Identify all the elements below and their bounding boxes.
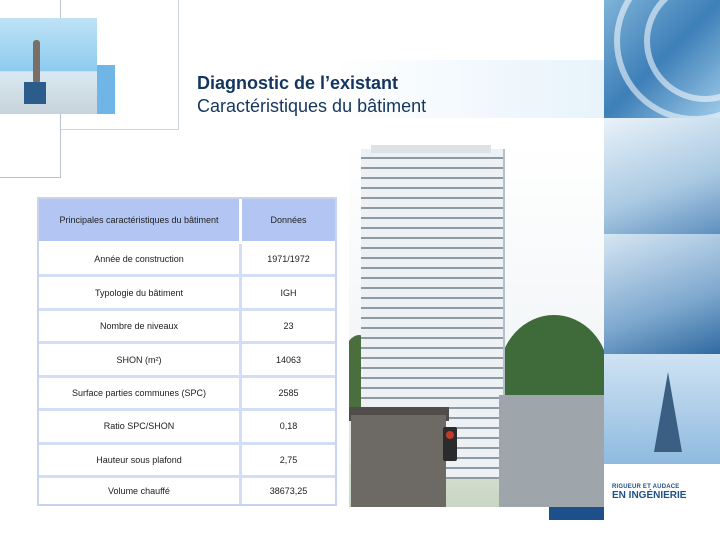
title-line-2: Caractéristiques du bâtiment <box>197 96 427 116</box>
row-value: 1971/1972 <box>242 244 335 277</box>
row-value: 23 <box>242 311 335 344</box>
building-characteristics-table <box>37 197 337 506</box>
street-building <box>499 395 604 507</box>
row-label: Nombre de niveaux <box>39 311 242 344</box>
table-row <box>39 478 335 504</box>
row-label: Ratio SPC/SHON <box>39 411 242 444</box>
title-line-1: Diagnostic de l’existant <box>197 73 399 93</box>
row-label: SHON (m²) <box>39 344 242 377</box>
logo-tagline-1: RIGUEUR ET AUDACE <box>612 484 680 490</box>
slide-title <box>197 72 597 118</box>
photo-strip <box>604 0 720 540</box>
table-row <box>39 344 335 377</box>
table-row <box>39 311 335 344</box>
photo-fiber-cables <box>604 0 720 118</box>
row-label: Hauteur sous plafond <box>39 445 242 478</box>
row-label: Année de construction <box>39 244 242 277</box>
logo-tagline <box>612 484 712 501</box>
table-header-row <box>39 199 335 244</box>
hero-image <box>0 18 97 114</box>
table-row <box>39 445 335 478</box>
row-value: 0,18 <box>242 411 335 444</box>
photo-researcher <box>604 234 720 354</box>
row-label: Volume chauffé <box>39 478 242 504</box>
photo-blank <box>604 464 720 540</box>
photo-laboratory <box>604 118 720 234</box>
hero-person <box>33 40 40 82</box>
row-value: 14063 <box>242 344 335 377</box>
row-value: IGH <box>242 277 335 310</box>
house <box>351 415 446 507</box>
table-row <box>39 244 335 277</box>
photo-power-pylon <box>604 354 720 464</box>
row-label: Typologie du bâtiment <box>39 277 242 310</box>
table-row <box>39 411 335 444</box>
frame-line-horizontal <box>0 177 61 178</box>
table-row <box>39 277 335 310</box>
frame-line-horizontal-2 <box>61 129 179 130</box>
building-photo <box>349 145 604 507</box>
table-row <box>39 378 335 411</box>
row-value: 2585 <box>242 378 335 411</box>
hero-cube <box>24 82 46 104</box>
row-label: Surface parties communes (SPC) <box>39 378 242 411</box>
logo-tagline-2: EN INGÉNIERIE <box>612 490 687 501</box>
column-header-data: Données <box>242 199 335 244</box>
row-value: 2,75 <box>242 445 335 478</box>
column-header-characteristic: Principales caractéristiques du bâtiment <box>39 199 242 244</box>
frame-line-vertical-2 <box>178 0 179 130</box>
row-value: 38673,25 <box>242 478 335 504</box>
hero-accent-block <box>97 65 115 114</box>
building-roof <box>371 145 491 153</box>
traffic-light <box>443 427 457 461</box>
